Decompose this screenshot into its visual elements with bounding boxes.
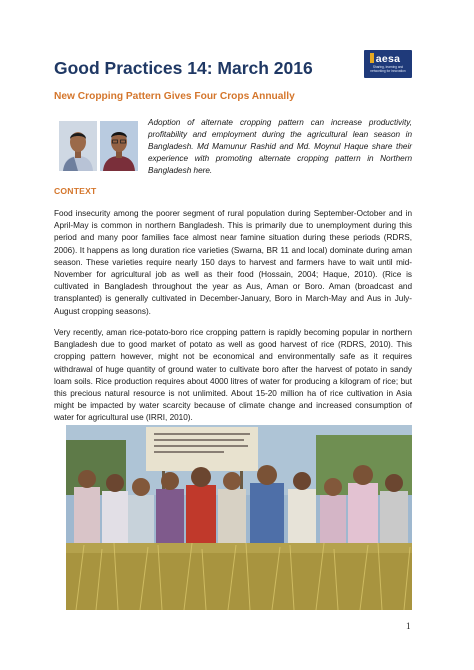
aesa-logo [364,50,412,78]
context-paragraph: Food insecurity among the poorer segment of rural population during September-October and in April-May is common in northern Bangladesh. This is primarily due to unemployment during this period and many poor families face almost near famine situation during these periods (RDRS, 2006). It happens as long duration rice varieties (Swarna, BR 11 and local) dominate during aman season. These varieties require nearly 150 days to harvest and farmers have to wait until mid-November for agricultural job as well as their food (Hossain, 2004; Haque, 2010). (Rice is cultivated in Bangladesh throughout the year as Aus, Aman or Boro. Aman (broadcast and transplanted) is generally cultivated in December-January, Boro in March-May and Aus in July-August cropping seasons). [54,209,412,316]
field-visit-photo [66,425,412,610]
author-photo-rashid [59,121,97,171]
logo-tagline: Sharing, learning and networking for innovation [370,65,406,73]
document-title: Good Practices 14: March 2016 [54,58,313,78]
field-visit-image [66,425,412,610]
author-photo-haque [100,121,138,171]
context-paragraph: Very recently, aman rice-potato-boro rice cropping pattern is rapidly becoming popular in northern Bangladesh due to good market of potato as well as good harvest of rice (RDRS, 2010). This cropping pattern however, might not be economical and environmentally safe as it requires withdrawal of huge quantity of ground water to cultivate boro after the harvest of potato in sandy loam soils. Rice production requires about 4000 litres of water for producing a kilogram of rice; but this precious natural resource is not unlimited. About 15-20 million ha of rice cultivation in Asia might be impacted by water scarcity because of climate change and increased consumption of water for agricultural use (IRRI, 2010). [54,328,412,423]
page-number: 1 [406,621,411,631]
logo-wordmark: aesa [375,53,401,65]
author-portrait-image [59,121,97,171]
article-subtitle: New Cropping Pattern Gives Four Crops Annually [54,91,295,102]
logo-accent-bar [370,53,374,63]
article-abstract: Adoption of alternate cropping pattern can increase productivity, profitability and employment during the agricultural lean season in Bangladesh. Md Mamunur Rashid and Md. Moynul Haque share their experience with promoting alternate cropping pattern in Northern Bangladesh here. [148,118,412,175]
context-heading: CONTEXT [54,186,97,196]
author-portrait-image [100,121,138,171]
